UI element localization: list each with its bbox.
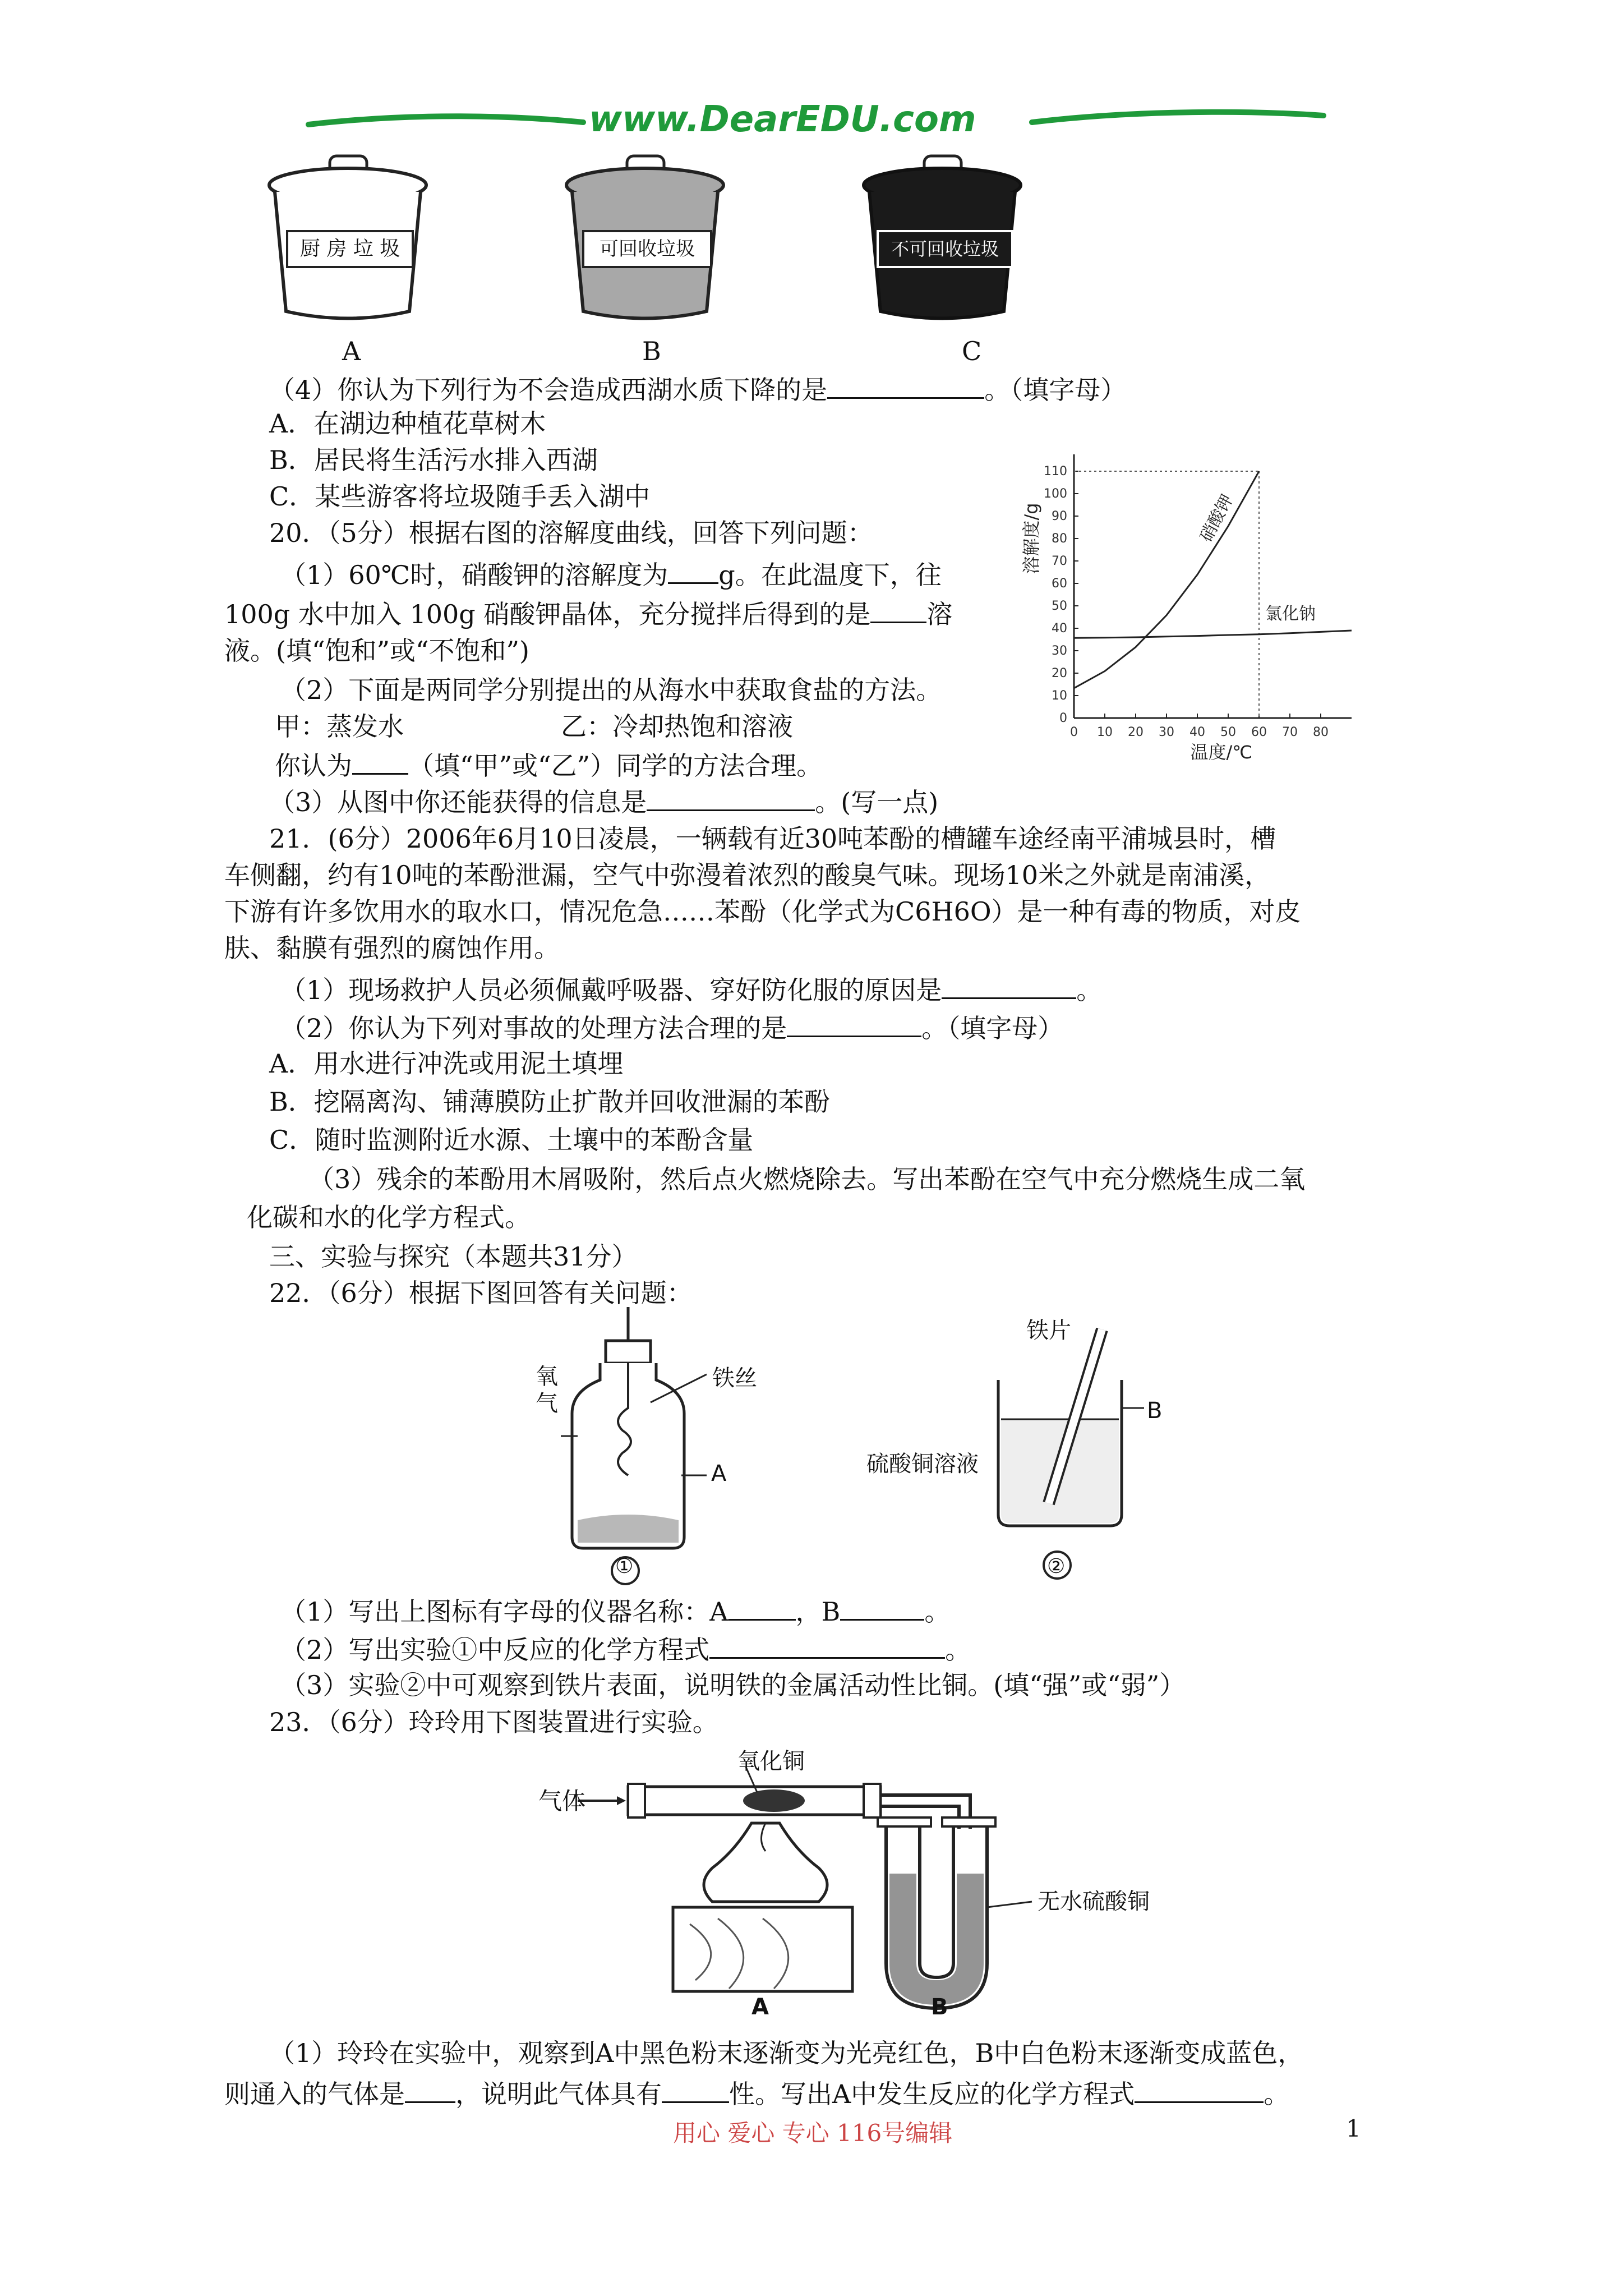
q20-p1-text-d: 溶: [926, 599, 953, 629]
q20-p1-blank-1[interactable]: [668, 555, 718, 584]
q20-method-jia: 甲：蒸发水: [275, 711, 404, 742]
q20-p1-blank-2[interactable]: [870, 595, 926, 623]
q20-part1-line2: [224, 595, 952, 631]
y-tick-label: 60: [1052, 577, 1067, 591]
q22-part2: [280, 1630, 971, 1667]
q20-p3-text-a: （3）从图中你还能获得的信息是: [269, 787, 647, 817]
q23-blank-property[interactable]: [662, 2074, 729, 2103]
x-tick-label: 20: [1128, 725, 1144, 739]
bin-b-label: 可回收垃圾: [582, 230, 712, 268]
q23-apparatus-figure: [527, 1739, 1155, 2025]
y-tick-label: 20: [1052, 666, 1067, 680]
page-number: 1: [1346, 2115, 1361, 2142]
q22-p1-text-a: （1）写出上图标有字母的仪器名称：A: [280, 1596, 728, 1627]
q19-4-stem-tail: 。（填字母）: [984, 375, 1127, 405]
bin-a-letter: A: [342, 336, 361, 366]
bin-c-label: 不可回收垃圾: [877, 230, 1013, 268]
y-tick-label: 110: [1044, 464, 1067, 478]
section-3-heading: 三、实验与探究（本题共31分）: [269, 1241, 638, 1272]
site-logo: www.DearEDU.com: [589, 99, 976, 140]
q22-p1-tail: 。: [924, 1596, 951, 1627]
fig1-iron-wire-oxygen: [527, 1307, 796, 1588]
q21-line1: 21．(6分）2006年6月10日凌晨，一辆载有近30吨苯酚的槽罐车途经南平浦城县时，槽: [269, 823, 1276, 854]
q23-blank-gas[interactable]: [405, 2074, 455, 2103]
bin-b-letter: B: [642, 336, 661, 366]
q20-part1-line1: [280, 555, 942, 592]
fig1-wire-label: 铁丝: [712, 1365, 757, 1391]
x-tick-label: 70: [1282, 725, 1298, 739]
q21-p1-tail: 。: [1076, 975, 1103, 1005]
q20-p2-text-b: （填“甲”或“乙”）同学的方法合理。: [408, 751, 823, 781]
q20-p3-text-b: 。(写一点): [815, 787, 939, 817]
q20-title: 20．（5分）根据右图的溶解度曲线，回答下列问题：: [269, 518, 873, 548]
q19-4-option-c: C．某些游客将垃圾随手丢入湖中: [269, 481, 651, 512]
q23-gas-label: 气体: [538, 1787, 586, 1815]
q23-cuo-label: 氧化铜: [737, 1749, 805, 1774]
q22-p2-blank[interactable]: [709, 1630, 945, 1659]
q22-blank-a[interactable]: [728, 1592, 796, 1621]
q20-part2: （2）下面是两同学分别提出的从海水中获取食盐的方法。: [280, 675, 942, 705]
q21-option-c: C．随时监测附近水源、土壤中的苯酚含量: [269, 1125, 754, 1155]
fig2-plate-label: 铁片: [1026, 1318, 1071, 1343]
fig2-iron-plate-beaker: [976, 1307, 1211, 1588]
q20-part1-line3: 液。(填“饱和”或“不饱和”): [224, 636, 529, 666]
y-axis-label: 溶解度/g: [1021, 503, 1042, 574]
q21-part3-line2: 化碳和水的化学方程式。: [247, 1202, 531, 1232]
q22-p1-text-b: ，B: [795, 1596, 841, 1627]
q19-4-stem: [269, 370, 1126, 407]
q20-part3: [269, 783, 938, 819]
x-tick-label: 30: [1159, 725, 1174, 739]
q22-part3: （3）实验②中可观察到铁片表面，说明铁的金属活动性比铜。(填“强”或“弱”）: [280, 1670, 1186, 1700]
q21-line3: 下游有许多饮用水的取水口，情况危急……苯酚（化学式为C6H6O）是一种有毒的物质，对皮: [224, 896, 1301, 927]
q21-line4: 肤、黏膜有强烈的腐蚀作用。: [224, 933, 560, 963]
q21-part3-line1: （3）残余的苯酚用木屑吸附，然后点火燃烧除去。写出苯酚在空气中充分燃烧生成二氧: [308, 1164, 1306, 1194]
q20-p2-text-a: 你认为: [275, 751, 352, 781]
series-label-kno3: 硝酸钾: [1196, 491, 1238, 545]
q19-4-option-b: B．居民将生活污水排入西湖: [269, 445, 598, 475]
q20-p1-text-b: g。在此温度下，往: [718, 560, 942, 590]
y-tick-label: 80: [1052, 532, 1067, 546]
q21-option-a: A．用水进行冲洗或用泥土填埋: [269, 1048, 624, 1079]
x-tick-label: 40: [1189, 725, 1205, 739]
y-tick-label: 70: [1052, 554, 1067, 568]
q23-letter-a: A: [751, 1994, 769, 2020]
x-tick-label: 80: [1313, 725, 1329, 739]
q23-text-a: 则通入的气体是: [224, 2079, 405, 2109]
footer-text: 用心 爱心 专心 116号编辑: [673, 2119, 953, 2147]
q23-text-c: 性。写出A中发生反应的化学方程式: [729, 2079, 1135, 2109]
q23-part1-line1: （1）玲玲在实验中，观察到A中黑色粉末逐渐变为光亮红色，B中白色粉末逐渐变成蓝色，: [269, 2038, 1304, 2068]
series-line-2: [1074, 631, 1352, 638]
y-tick-label: 40: [1052, 622, 1067, 636]
q20-p3-blank[interactable]: [647, 783, 815, 811]
q23-cuso4-label: 无水硫酸铜: [1038, 1889, 1150, 1915]
q21-p1-text: （1）现场救护人员必须佩戴呼吸器、穿好防化服的原因是: [280, 975, 942, 1005]
q21-option-b: B．挖隔离沟、铺薄膜防止扩散并回收泄漏的苯酚: [269, 1087, 830, 1117]
q21-part2: [280, 1009, 1063, 1045]
q20-p2-blank[interactable]: [352, 746, 408, 775]
x-tick-label: 0: [1070, 725, 1078, 739]
fig1-letter-a: A: [711, 1461, 727, 1487]
y-tick-label: 100: [1044, 487, 1067, 501]
q21-line2: 车侧翻，约有10吨的苯酚泄漏，空气中弥漫着浓烈的酸臭气味。现场10米之外就是南浦溪，: [224, 860, 1271, 890]
q19-4-answer-blank[interactable]: [827, 370, 984, 399]
y-tick-label: 0: [1059, 711, 1067, 725]
q23-title: 23．（6分）玲玲用下图装置进行实验。: [269, 1707, 718, 1737]
q21-p1-blank[interactable]: [942, 970, 1076, 999]
q21-p2-blank[interactable]: [787, 1009, 921, 1037]
q21-part1: [280, 970, 1102, 1007]
q23-text-d: 。: [1264, 2079, 1290, 2109]
q22-p2-text: （2）写出实验①中反应的化学方程式: [280, 1635, 710, 1665]
bin-a-label: 厨 房 垃 圾: [286, 230, 414, 268]
q23-blank-equation[interactable]: [1135, 2074, 1264, 2103]
x-tick-label: 10: [1097, 725, 1113, 739]
fig1-oxygen-label: 氧气: [536, 1364, 558, 1416]
q19-4-option-a: A．在湖边种植花草树木: [269, 408, 546, 439]
q22-blank-b[interactable]: [840, 1592, 924, 1621]
solubility-chart: [1021, 438, 1408, 763]
q23-part1-line2: [224, 2074, 1289, 2111]
x-tick-label: 50: [1220, 725, 1236, 739]
q20-p1-text-c: 100g 水中加入 100g 硝酸钾晶体，充分搅拌后得到的是: [224, 599, 871, 629]
q23-letter-b: B: [931, 1994, 948, 2020]
q19-4-stem-text: （4）你认为下列行为不会造成西湖水质下降的是: [269, 375, 828, 405]
q22-part1: [280, 1592, 950, 1628]
q21-p2-text: （2）你认为下列对事故的处理方法合理的是: [280, 1013, 787, 1043]
q20-part2-question: [275, 746, 822, 783]
q22-title: 22．（6分）根据下图回答有关问题：: [269, 1278, 693, 1308]
x-axis-label: 温度/℃: [1190, 742, 1253, 763]
q20-p1-text-a: （1）60℃时，硝酸钾的溶解度为: [280, 560, 668, 590]
q23-text-b: ，说明此气体具有: [455, 2079, 662, 2109]
x-tick-label: 60: [1251, 725, 1267, 739]
y-tick-label: 50: [1052, 599, 1067, 613]
fig2-solution-label: 硫酸铜溶液: [866, 1451, 979, 1477]
y-tick-label: 10: [1052, 689, 1067, 703]
fig2-letter-b: B: [1147, 1398, 1163, 1424]
fig1-number-text: ①: [615, 1555, 634, 1578]
series-label-nacl: 氯化钠: [1265, 604, 1316, 624]
y-tick-label: 90: [1052, 509, 1067, 523]
q22-p2-tail: 。: [945, 1635, 971, 1665]
q21-p2-tail: 。（填字母）: [921, 1013, 1064, 1043]
fig2-number-text: ②: [1047, 1555, 1066, 1578]
q20-method-yi: 乙：冷却热饱和溶液: [561, 711, 793, 742]
y-tick-label: 30: [1052, 644, 1067, 658]
bin-c-letter: C: [962, 336, 982, 366]
